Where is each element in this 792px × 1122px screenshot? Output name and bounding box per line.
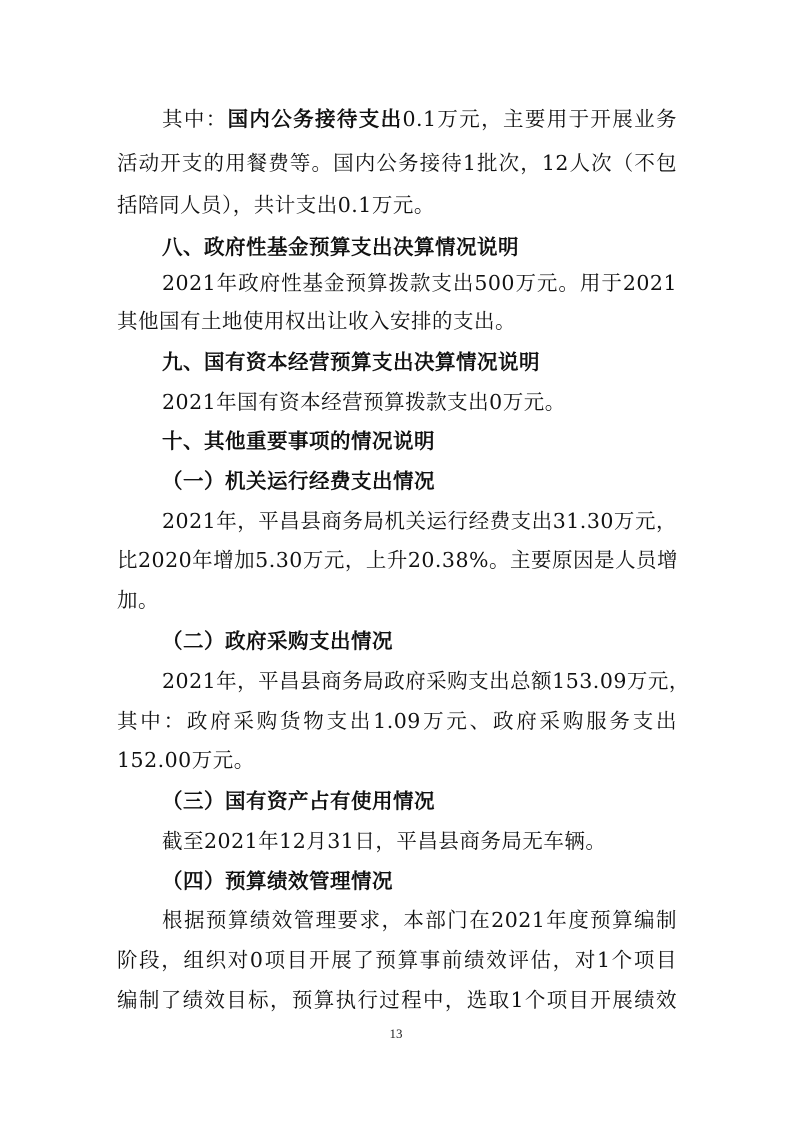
sub2-line2: 其中：政府采购货物支出1.09万元、政府采购服务支出 bbox=[117, 709, 677, 733]
sub3-heading: （三）国有资产占有使用情况 bbox=[162, 789, 435, 813]
para1-line1-rest: 0.1万元，主要用于开展业务 bbox=[402, 107, 677, 131]
sub4-line1: 根据预算绩效管理要求，本部门在2021年度预算编制 bbox=[162, 908, 677, 932]
sub1-line3: 加。 bbox=[117, 588, 159, 612]
section8-line2: 其他国有土地使用权出让收入安排的支出。 bbox=[117, 309, 516, 333]
sub4-line2: 阶段，组织对0项目开展了预算事前绩效评估，对1个项目 bbox=[117, 948, 677, 972]
para1-line1 bbox=[162, 104, 677, 134]
section9-line1: 2021年国有资本经营预算拨款支出0万元。 bbox=[162, 390, 566, 414]
para1-lead-bold: 国内公务接待支出 bbox=[227, 107, 403, 131]
sub1-line2: 比2020年增加5.30万元，上升20.38%。主要原因是人员增 bbox=[117, 548, 678, 572]
page-number: 13 bbox=[389, 1026, 403, 1041]
sub2-line1: 2021年，平昌县商务局政府采购支出总额153.09万元， bbox=[162, 669, 690, 693]
para1-line2: 活动开支的用餐费等。国内公务接待1批次，12人次（不包 bbox=[117, 151, 677, 175]
para1-prefix: 其中： bbox=[162, 107, 228, 131]
section10-heading: 十、其他重要事项的情况说明 bbox=[162, 429, 435, 453]
section8-heading: 八、政府性基金预算支出决算情况说明 bbox=[162, 235, 519, 259]
sub2-heading: （二）政府采购支出情况 bbox=[162, 629, 393, 653]
sub4-heading: （四）预算绩效管理情况 bbox=[162, 869, 393, 893]
sub3-line1: 截至2021年12月31日，平昌县商务局无车辆。 bbox=[162, 829, 607, 853]
para1-line3: 括陪同人员），共计支出0.1万元。 bbox=[117, 193, 435, 217]
section9-heading: 九、国有资本经营预算支出决算情况说明 bbox=[162, 350, 540, 374]
sub1-heading: （一）机关运行经费支出情况 bbox=[162, 469, 435, 493]
section8-line1: 2021年政府性基金预算拨款支出500万元。用于2021 bbox=[162, 271, 677, 295]
sub2-line3: 152.00万元。 bbox=[117, 748, 255, 772]
sub1-line1: 2021年，平昌县商务局机关运行经费支出31.30万元， bbox=[162, 509, 677, 533]
sub4-line3: 编制了绩效目标，预算执行过程中，选取1个项目开展绩效 bbox=[117, 988, 677, 1012]
